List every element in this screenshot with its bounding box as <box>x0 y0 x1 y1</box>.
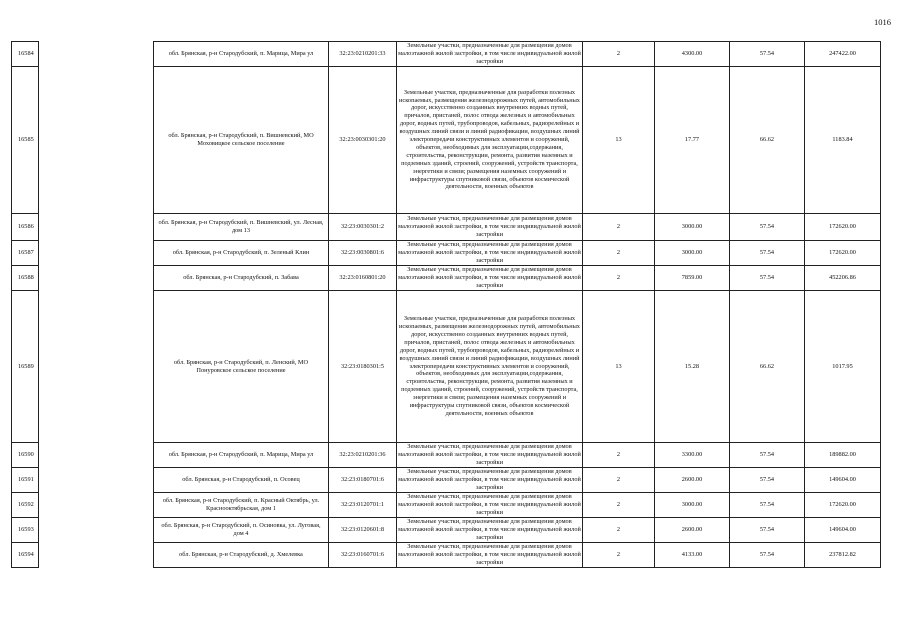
group-cell: 2 <box>583 241 655 266</box>
spacer-cell <box>39 443 154 468</box>
cadastral-value-cell: 172620.00 <box>805 493 881 518</box>
row-number: 16590 <box>12 443 39 468</box>
spacer-cell <box>39 42 154 67</box>
row-number: 16591 <box>12 468 39 493</box>
land-use-cell: Земельные участки, предназначенные для размещения домов малоэтажной жилой застройки, в том числе индивидуальной жилой застройки <box>397 214 583 241</box>
table-row <box>12 241 881 266</box>
cadastral-number-cell: 32:23:0160701:6 <box>329 543 397 568</box>
cadastral-number-cell: 32:23:0120701:1 <box>329 493 397 518</box>
table-row <box>12 266 881 291</box>
group-cell: 2 <box>583 518 655 543</box>
land-use-cell: Земельные участки, предназначенные для размещения домов малоэтажной жилой застройки, в том числе индивидуальной жилой застройки <box>398 42 581 65</box>
group-cell: 2 <box>583 443 655 468</box>
table-row <box>12 291 881 443</box>
cadastral-number-cell: 32:23:0030301:20 <box>329 67 397 214</box>
cadastral-value-cell: 172620.00 <box>805 241 881 266</box>
land-use-cell: Земельные участки, предназначенные для размещения домов малоэтажной жилой застройки, в том числе индивидуальной жилой застройки <box>398 443 581 466</box>
cadastral-value-cell: 237812.82 <box>805 543 881 568</box>
address-cell: обл. Брянская, р-н Стародубский, п. Забава <box>154 266 329 291</box>
address-cell: обл. Брянская, р-н Стародубский, п. Зеленый Клин <box>154 241 329 266</box>
page-number: 1016 <box>874 17 891 27</box>
rate-cell: 66.62 <box>730 291 805 443</box>
spacer-cell <box>39 67 154 214</box>
table-row <box>12 543 881 568</box>
group-cell: 2 <box>583 266 655 291</box>
cadastral-number-cell: 32:23:0120601:8 <box>329 518 397 543</box>
row-number: 16593 <box>12 518 39 543</box>
rate-cell: 57.54 <box>730 214 805 241</box>
cadastral-number-cell: 32:23:0030801:6 <box>329 241 397 266</box>
land-use-cell: Земельные участки, предназначенные для размещения домов малоэтажной жилой застройки, в том числе индивидуальной жилой застройки <box>398 493 581 516</box>
row-number: 16584 <box>12 42 39 67</box>
spacer-cell <box>39 493 154 518</box>
table-row <box>12 67 881 214</box>
area-cell: 3300.00 <box>655 443 730 468</box>
address-cell: обл. Брянская, р-н Стародубский, п. Марица, Мира ул <box>154 443 329 468</box>
spacer-cell <box>39 291 154 443</box>
cadastral-number-cell: 32:23:0180701:6 <box>329 468 397 493</box>
row-number: 16592 <box>12 493 39 518</box>
spacer-cell <box>39 518 154 543</box>
address-cell: обл. Брянская, р-н Стародубский, п. Вишневский, ул. Лесная, дом 13 <box>154 214 329 241</box>
land-use-cell: Земельные участки, предназначенные для размещения домов малоэтажной жилой застройки, в том числе индивидуальной жилой застройки <box>398 518 581 541</box>
cadastral-value-cell: 149604.00 <box>805 518 881 543</box>
table-row <box>12 214 881 241</box>
spacer-cell <box>39 241 154 266</box>
row-number: 16588 <box>12 266 39 291</box>
cadastral-value-cell: 149604.00 <box>805 468 881 493</box>
row-number: 16594 <box>12 543 39 568</box>
group-cell: 2 <box>583 493 655 518</box>
group-cell: 13 <box>583 67 655 214</box>
rate-cell: 57.54 <box>730 543 805 568</box>
cadastral-value-cell: 247422.00 <box>805 42 881 67</box>
row-number: 16587 <box>12 241 39 266</box>
cadastral-number-cell: 32:23:0210201:36 <box>329 443 397 468</box>
area-cell: 2600.00 <box>655 518 730 543</box>
rate-cell: 57.54 <box>730 266 805 291</box>
table-row <box>12 468 881 493</box>
cadastral-number-cell: 32:23:0030301:2 <box>329 214 397 241</box>
group-cell: 2 <box>583 214 655 241</box>
spacer-cell <box>39 266 154 291</box>
area-cell: 7859.00 <box>655 266 730 291</box>
cadastral-value-cell: 172620.00 <box>805 214 881 241</box>
cadastral-number-cell: 32:23:0180301:5 <box>329 291 397 443</box>
area-cell: 2600.00 <box>655 468 730 493</box>
rate-cell: 57.54 <box>730 518 805 543</box>
land-use-cell: Земельные участки, предназначенные для размещения домов малоэтажной жилой застройки, в том числе индивидуальной жилой застройки <box>398 266 581 289</box>
group-cell: 2 <box>583 543 655 568</box>
table-row <box>12 518 881 543</box>
cadastral-number-cell: 32:23:0160801:20 <box>329 266 397 291</box>
row-number: 16589 <box>12 291 39 443</box>
address-cell: обл. Брянская, р-н Стародубский, п. Ленский, МО Понуровское сельское поселение <box>154 291 329 443</box>
area-cell: 4133.00 <box>655 543 730 568</box>
cadastral-value-cell: 1017.95 <box>805 291 881 443</box>
address-cell: обл. Брянская, р-н Стародубский, п. Красный Октябрь, ул. Краснооктябрьская, дом 1 <box>154 493 329 518</box>
group-cell: 2 <box>583 468 655 493</box>
address-cell: обл. Брянская, р-н Стародубский, п. Осиновка, ул. Луговая, дом 4 <box>154 518 329 543</box>
address-cell: обл. Брянская, р-н Стародубский, п. Марица, Мира ул <box>154 42 329 67</box>
rate-cell: 57.54 <box>730 241 805 266</box>
table-row <box>12 443 881 468</box>
rate-cell: 66.62 <box>730 67 805 214</box>
rate-cell: 57.54 <box>730 468 805 493</box>
table-row <box>12 493 881 518</box>
rate-cell: 57.54 <box>730 493 805 518</box>
rate-cell: 57.54 <box>730 42 805 67</box>
spacer-cell <box>39 468 154 493</box>
address-cell: обл. Брянская, р-н Стародубский, д. Хмелевка <box>154 543 329 568</box>
row-number: 16586 <box>12 214 39 241</box>
land-use-cell: Земельные участки, предназначенные для размещения домов малоэтажной жилой застройки, в том числе индивидуальной жилой застройки <box>398 543 581 566</box>
area-cell: 3000.00 <box>655 241 730 266</box>
area-cell: 3000.00 <box>655 493 730 518</box>
group-cell: 2 <box>583 42 655 67</box>
rate-cell: 57.54 <box>730 443 805 468</box>
area-cell: 17.77 <box>655 67 730 214</box>
cadastral-value-cell: 1183.84 <box>805 67 881 214</box>
land-registry-table <box>11 41 881 568</box>
land-use-cell: Земельные участки, предназначенные для размещения домов малоэтажной жилой застройки, в том числе индивидуальной жилой застройки <box>398 468 581 491</box>
cadastral-value-cell: 189882.00 <box>805 443 881 468</box>
address-cell: обл. Брянская, р-н Стародубский, п. Осовец <box>154 468 329 493</box>
group-cell: 13 <box>583 291 655 443</box>
cadastral-number-cell: 32:23:0210201:33 <box>329 42 397 67</box>
land-use-cell: Земельные участки, предназначенные для разработки полезных ископаемых, размещения железнодорожных путей, автомобильных дорог, искусственно созданных внутренних водных путей, причалов, пристаней, полос отвода железных и автомобильных дорог, водных путей, трубопроводов, кабельных, радиорелейных и воздушных линий связи и линий радиофикации, воздушных линий электропередачи конструктивных элементов и сооружений, объектов, необходимых для эксплуатации,содержания, строительства, реконструкции, ремонта, развития наземных и подземных зданий, строений, сооружений, устройств транспорта, энергетики и связи; размещения наземных сооружений и инфраструктуры спутниковой связи, объектов космической деятельности, военных объектов <box>397 291 583 443</box>
area-cell: 15.28 <box>655 291 730 443</box>
table-row <box>12 42 881 67</box>
area-cell: 3000.00 <box>655 214 730 241</box>
address-cell: обл. Брянская, р-н Стародубский, п. Вишневский, МО Моховицкое сельское поселение <box>154 67 329 214</box>
cadastral-value-cell: 452206.86 <box>805 266 881 291</box>
spacer-cell <box>39 543 154 568</box>
row-number: 16585 <box>12 67 39 214</box>
land-use-cell: Земельные участки, предназначенные для разработки полезных ископаемых, размещения железнодорожных путей, автомобильных дорог, искусственно созданных внутренних водных путей, причалов, пристаней, полос отвода железных и автомобильных дорог, водных путей, трубопроводов, кабельных, радиорелейных и воздушных линий связи и линий радиофикации, воздушных линий электропередачи конструктивных элементов и сооружений, объектов, необходимых для эксплуатации,содержания, строительства, реконструкции, ремонта, развития наземных и подземных зданий, строений, сооружений, устройств транспорта, энергетики и связи; размещения наземных сооружений и инфраструктуры спутниковой связи, объектов космической деятельности, военных объектов <box>397 67 583 214</box>
area-cell: 4300.00 <box>655 42 730 67</box>
land-use-cell: Земельные участки, предназначенные для размещения домов малоэтажной жилой застройки, в том числе индивидуальной жилой застройки <box>398 241 581 264</box>
spacer-cell <box>39 214 154 241</box>
